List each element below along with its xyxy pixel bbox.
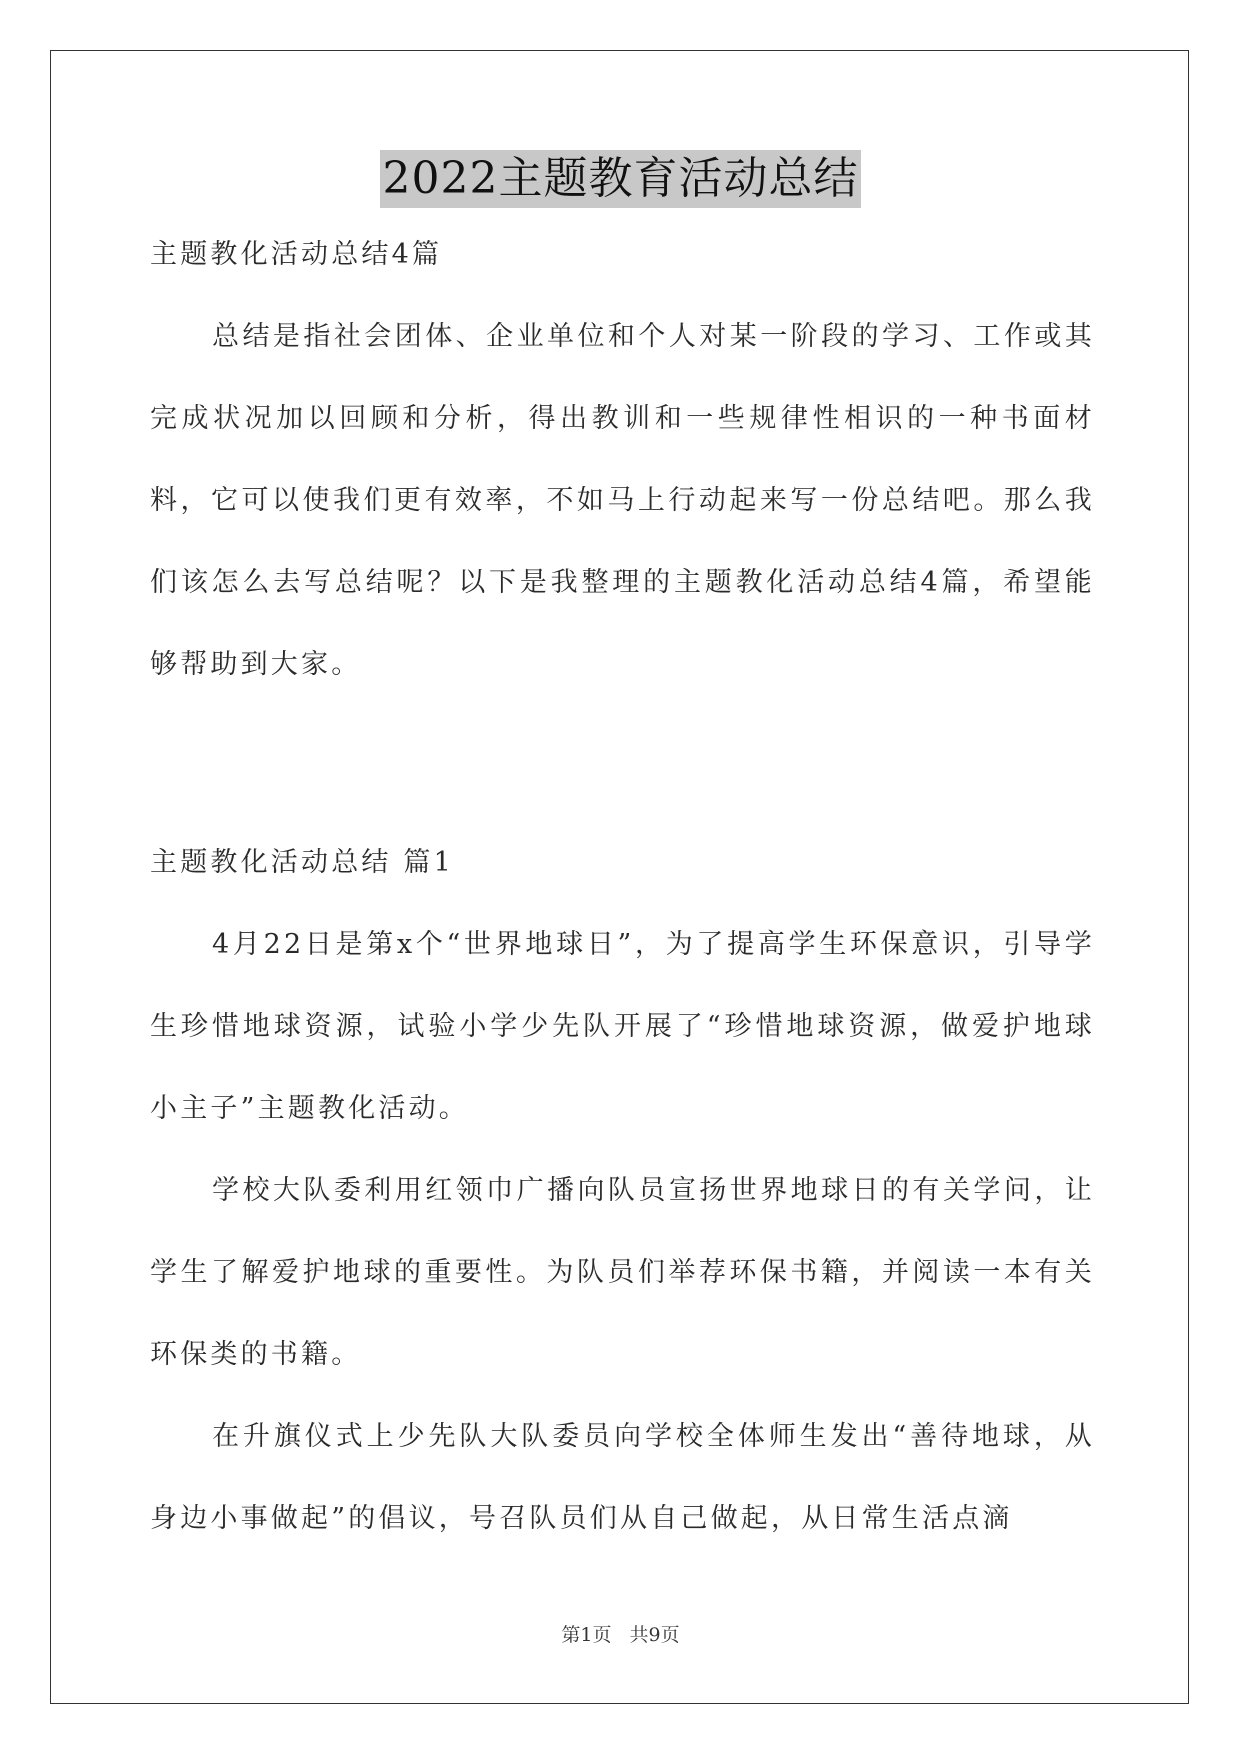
document-subtitle: 主题教化活动总结4篇 xyxy=(150,239,443,270)
page-footer xyxy=(0,1620,1241,1647)
page-total: 共9页 xyxy=(629,1624,680,1646)
body-paragraph: 在升旗仪式上少先队大队委员向学校全体师生发出“善待地球，从身边小事做起”的倡议，号召队员们从自己做起，从日常生活点滴 xyxy=(150,1421,1095,1534)
page-number: 第1页 xyxy=(561,1624,612,1646)
document-body xyxy=(150,214,1095,706)
section-heading: 主题教化活动总结 篇1 xyxy=(150,847,454,878)
title-container xyxy=(0,150,1241,208)
body-paragraph: 4月22日是第x个“世界地球日”，为了提高学生环保意识，引导学生珍惜地球资源，试验小学少先队开展了“珍惜地球资源，做爱护地球小主子”主题教化活动。 xyxy=(150,929,1095,1124)
section-1 xyxy=(150,822,1095,1560)
document-title: 2022主题教育活动总结 xyxy=(380,150,862,208)
intro-paragraph: 总结是指社会团体、企业单位和个人对某一阶段的学习、工作或其完成状况加以回顾和分析，得出教训和一些规律性相识的一种书面材料，它可以使我们更有效率，不如马上行动起来写一份总结吧。那么我们该怎么去写总结呢？以下是我整理的主题教化活动总结4篇，希望能够帮助到大家。 xyxy=(150,321,1095,680)
body-paragraph: 学校大队委利用红领巾广播向队员宣扬世界地球日的有关学问，让学生了解爱护地球的重要性。为队员们举荐环保书籍，并阅读一本有关环保类的书籍。 xyxy=(150,1175,1095,1370)
